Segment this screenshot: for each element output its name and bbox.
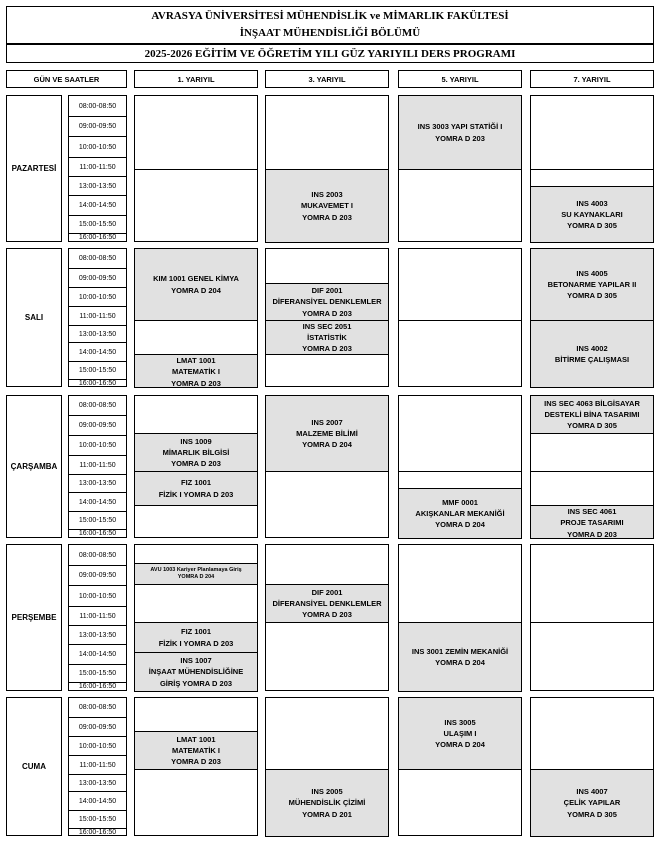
time-column <box>68 697 127 836</box>
time-slot: 16:00-16:50 <box>69 233 126 241</box>
time-slot: 15:00-15:50 <box>69 511 126 529</box>
time-slot: 15:00-15:50 <box>69 215 126 233</box>
course-line: DIF 2001 <box>311 587 343 597</box>
time-slot: 08:00-08:50 <box>78 102 117 110</box>
time-slot: 08:00-08:50 <box>78 402 117 409</box>
course-line: YOMRA D 203 <box>567 529 617 539</box>
course-block <box>134 471 258 506</box>
course-block <box>134 248 258 321</box>
time-slot: 16:00-16:50 <box>69 379 126 386</box>
course-line: FİZİK I YOMRA D 203 <box>158 489 234 499</box>
university-title: AVRASYA ÜNİVERSİTESİ MÜHENDİSLİK ve MİMARLIK FAKÜLTESİ <box>151 10 509 22</box>
time-column <box>68 248 127 387</box>
empty-cell <box>398 320 522 387</box>
course-line: YOMRA D 204 <box>302 440 352 450</box>
course-line: YOMRA D 203 <box>171 378 221 388</box>
course-line: INS 4007 <box>576 787 608 797</box>
course-line: YOMRA D 203 <box>302 308 352 318</box>
course-line: BİTİRME ÇALIŞMASI <box>554 355 630 364</box>
empty-cell <box>398 544 522 623</box>
course-line: INS SEC 2051 <box>302 321 352 331</box>
course-line: YOMRA D 201 <box>302 809 352 819</box>
course-block <box>530 248 654 321</box>
col-header-sem3: 3. YARIYIL <box>265 70 389 88</box>
course-line: DESTEKLİ BİNA TASARIMI <box>544 409 640 419</box>
course-block <box>134 354 258 388</box>
course-line: AVU 1003 Kariyer Planlamaya Giriş <box>150 566 242 573</box>
course-block <box>134 433 258 472</box>
time-slot: 15:00-15:50 <box>69 810 126 828</box>
course-line: FIZ 1001 <box>180 478 211 488</box>
course-line: INS 3001 ZEMİN MEKANİĞİ <box>411 646 509 656</box>
time-slot: 08:00-08:50 <box>78 255 117 262</box>
course-line: MATEMATİK I <box>171 745 221 755</box>
course-line: INS 4003 <box>576 198 608 208</box>
course-line: INS 2003 <box>311 190 343 200</box>
course-line: PROJE TASARIMI <box>560 518 624 528</box>
time-slot: 11:00-11:50 <box>69 455 126 474</box>
course-line: YOMRA D 203 <box>171 459 221 469</box>
course-line: GİRİŞ YOMRA D 203 <box>159 678 233 688</box>
day-label: PERŞEMBE <box>6 544 62 691</box>
course-line: INS 1007 <box>180 656 212 666</box>
course-block <box>265 584 389 623</box>
empty-cell <box>265 697 389 770</box>
course-line: YOMRA D 204 <box>171 285 221 295</box>
time-slot: 14:00-14:50 <box>69 791 126 810</box>
col-header-sem1: 1. YARIYIL <box>134 70 258 88</box>
course-line: YOMRA D 204 <box>435 520 485 530</box>
course-line: YOMRA D 203 <box>302 344 352 354</box>
time-slot: 09:00-09:50 <box>69 717 126 736</box>
empty-cell <box>398 395 522 472</box>
course-block <box>398 95 522 170</box>
time-slot: 08:00-08:50 <box>78 704 117 711</box>
course-block <box>265 169 389 243</box>
course-line: MALZEME BİLİMİ <box>296 428 358 438</box>
time-slot: 08:00-08:50 <box>78 551 117 559</box>
time-slot: 09:00-09:50 <box>69 415 126 435</box>
course-block <box>530 320 654 388</box>
course-line: YOMRA D 305 <box>567 809 617 819</box>
course-line: INS 2007 <box>311 417 343 427</box>
course-line: INS 4005 <box>576 268 608 278</box>
time-slot: 11:00-11:50 <box>69 606 126 625</box>
col-header-sem5: 5. YARIYIL <box>398 70 522 88</box>
course-line: YOMRA D 203 <box>302 610 352 620</box>
course-line: FIZ 1001 <box>180 627 211 637</box>
course-line: YOMRA D 204 <box>435 658 485 667</box>
time-slot: 14:00-14:50 <box>69 492 126 511</box>
time-slot: 09:00-09:50 <box>69 565 126 585</box>
department-title: İNŞAAT MÜHENDİSLİĞİ BÖLÜMÜ <box>239 27 421 39</box>
course-line: AKIŞKANLAR MEKANİĞİ <box>415 508 505 518</box>
course-line: INS 3003 YAPI STATİĞİ I <box>417 122 503 132</box>
course-block <box>265 320 389 355</box>
empty-cell <box>265 95 389 170</box>
time-slot: 10:00-10:50 <box>69 736 126 755</box>
course-line: INS SEC 4061 <box>567 507 617 516</box>
course-block <box>265 283 389 321</box>
course-line: ÇELİK YAPILAR <box>563 798 621 808</box>
time-slot: 13:00-13:50 <box>69 774 126 791</box>
course-line: MATEMATİK I <box>171 367 221 377</box>
time-slot: 15:00-15:50 <box>69 664 126 682</box>
course-line: MUKAVEMET I <box>301 201 353 211</box>
course-line: DIF 2001 <box>311 286 343 296</box>
empty-cell <box>530 95 654 170</box>
course-line: YOMRA D 305 <box>567 221 617 231</box>
course-line: KIM 1001 GENEL KİMYA <box>153 274 239 284</box>
col-header-days: GÜN VE SAATLER <box>6 70 127 88</box>
time-slot: 16:00-16:50 <box>69 682 126 690</box>
course-line: MÜHENDİSLİK ÇİZİMİ <box>288 798 366 808</box>
time-slot: 11:00-11:50 <box>69 157 126 176</box>
time-slot: 15:00-15:50 <box>69 361 126 379</box>
day-label: PAZARTESİ <box>6 95 62 242</box>
course-block <box>530 395 654 434</box>
course-line: INS 4002 <box>576 343 608 353</box>
time-slot: 11:00-11:50 <box>69 306 126 325</box>
title-block <box>6 6 654 44</box>
empty-cell <box>398 769 522 836</box>
time-slot: 13:00-13:50 <box>69 625 126 644</box>
course-block <box>398 697 522 770</box>
course-block <box>265 769 389 837</box>
day-label: CUMA <box>6 697 62 836</box>
time-slot: 14:00-14:50 <box>69 342 126 361</box>
time-slot: 16:00-16:50 <box>69 828 126 835</box>
time-slot: 13:00-13:50 <box>69 176 126 195</box>
course-line: INS SEC 4063 BİLGİSAYAR <box>544 398 640 408</box>
empty-cell <box>398 248 522 321</box>
course-block <box>265 395 389 472</box>
course-line: İSTATİSTİK <box>307 332 347 342</box>
course-line: YOMRA D 203 <box>171 757 221 767</box>
program-title: 2025-2026 EĞİTİM VE ÖĞRETİM YILI GÜZ YARIYILI DERS PROGRAMI <box>6 44 654 63</box>
course-line: YOMRA D 203 <box>435 133 485 143</box>
empty-cell <box>134 769 258 836</box>
time-slot: 14:00-14:50 <box>69 195 126 215</box>
course-line: INS 2005 <box>311 787 343 797</box>
empty-cell <box>398 169 522 242</box>
empty-cell <box>134 95 258 170</box>
time-slot: 10:00-10:50 <box>69 585 126 606</box>
time-slot: 10:00-10:50 <box>69 435 126 455</box>
course-line: YOMRA D 204 <box>435 740 485 750</box>
course-block <box>134 652 258 692</box>
course-block <box>398 622 522 692</box>
col-header-sem7: 7. YARIYIL <box>530 70 654 88</box>
course-block <box>134 731 258 770</box>
course-line: BETONARME YAPILAR II <box>547 279 637 289</box>
time-slot: 13:00-13:50 <box>69 474 126 492</box>
course-line: YOMRA D 305 <box>567 291 617 301</box>
empty-cell <box>530 697 654 770</box>
day-label: ÇARŞAMBA <box>6 395 62 538</box>
course-block <box>530 505 654 539</box>
time-slot: 09:00-09:50 <box>69 268 126 287</box>
course-line: INS 1009 <box>180 436 212 446</box>
course-line: DİFERANSİYEL DENKLEMLER <box>272 297 382 307</box>
time-slot: 10:00-10:50 <box>69 136 126 157</box>
course-block <box>530 186 654 243</box>
empty-cell <box>265 471 389 538</box>
empty-cell <box>265 622 389 691</box>
course-block <box>134 563 258 585</box>
time-slot: 14:00-14:50 <box>69 644 126 664</box>
empty-cell <box>530 622 654 691</box>
time-slot: 09:00-09:50 <box>69 116 126 136</box>
course-line: YOMRA D 305 <box>567 421 617 431</box>
empty-cell <box>530 544 654 623</box>
course-line: LMAT 1001 <box>176 356 216 365</box>
course-line: MMF 0001 <box>442 497 478 507</box>
time-slot: 16:00-16:50 <box>69 529 126 537</box>
course-block <box>530 769 654 837</box>
time-slot: 10:00-10:50 <box>69 287 126 306</box>
course-block <box>134 622 258 653</box>
course-line: İNŞAAT MÜHENDİSLİĞİNE <box>148 667 244 677</box>
time-slot: 13:00-13:50 <box>69 325 126 342</box>
course-line: INS 3005 <box>444 717 476 727</box>
course-line: YOMRA D 203 <box>302 212 352 222</box>
course-block <box>398 488 522 539</box>
course-line: MİMARLIK BİLGİSİ <box>162 447 230 457</box>
day-label: SALI <box>6 248 62 387</box>
course-line: SU KAYNAKLARI <box>561 209 623 219</box>
time-column <box>68 544 127 691</box>
course-line: YOMRA D 204 <box>177 574 215 580</box>
course-line: ULAŞIM I <box>443 728 477 738</box>
time-slot: 11:00-11:50 <box>69 755 126 774</box>
time-column <box>68 395 127 538</box>
course-line: DİFERANSİYEL DENKLEMLER <box>272 598 382 608</box>
time-column <box>68 95 127 242</box>
course-line: FİZİK I YOMRA D 203 <box>158 638 234 648</box>
course-line: LMAT 1001 <box>176 734 216 744</box>
empty-cell <box>134 169 258 242</box>
